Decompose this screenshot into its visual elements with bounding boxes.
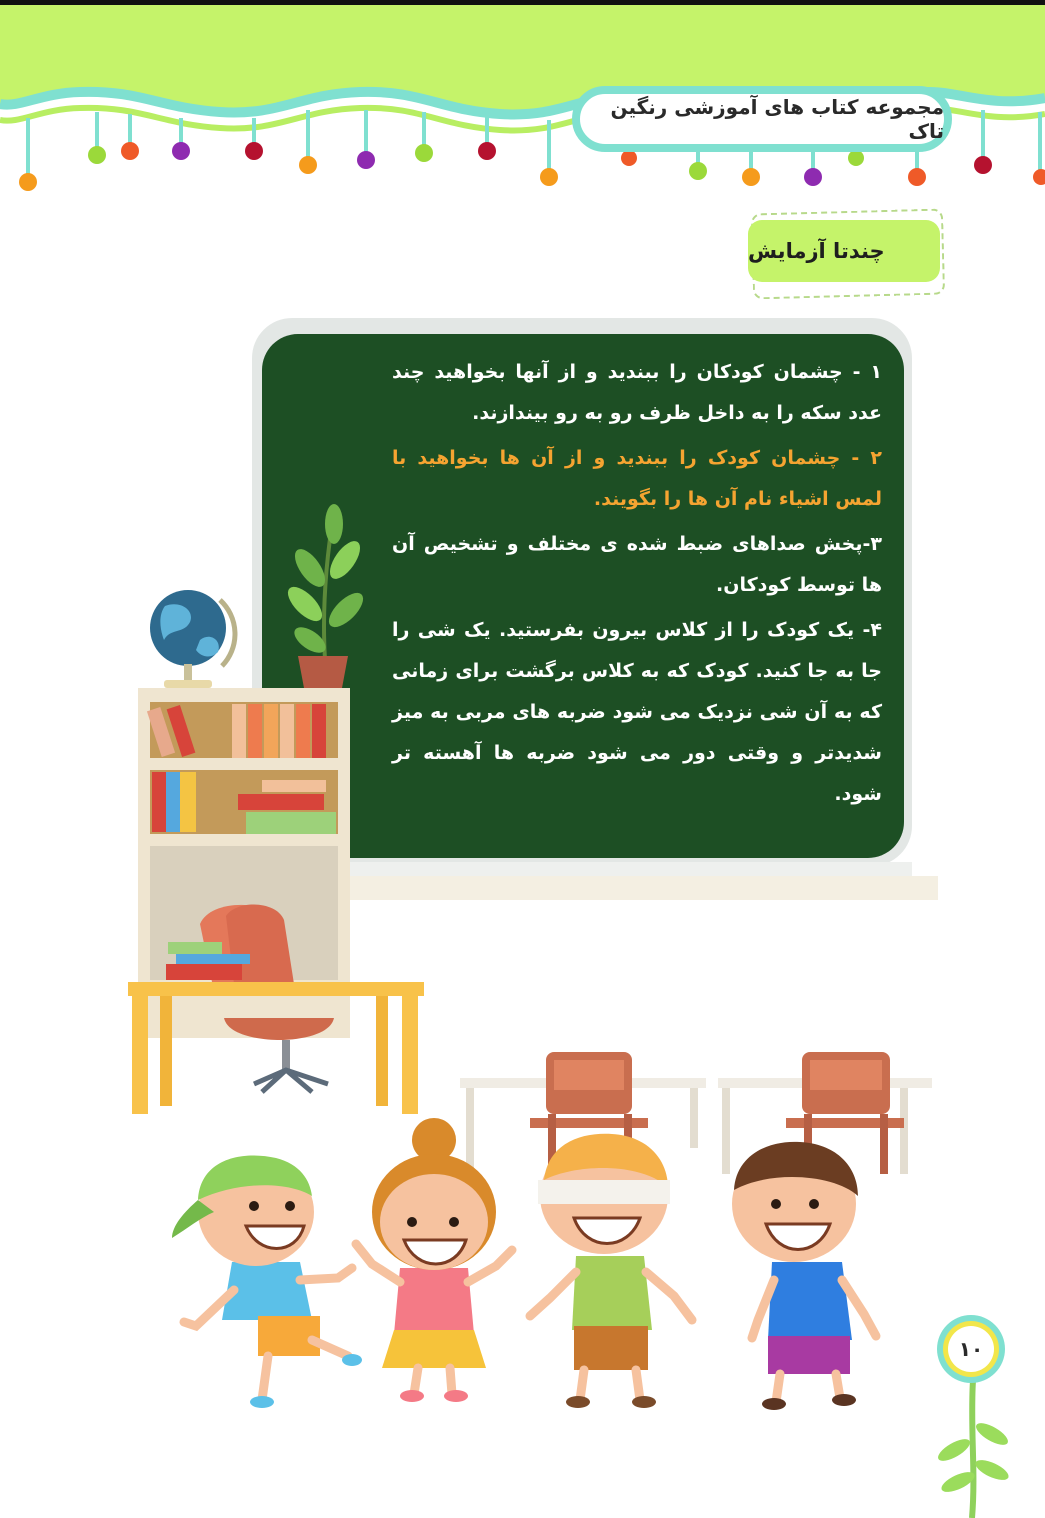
kid-cap-boy: [172, 1155, 362, 1408]
student-desks: [460, 1052, 932, 1174]
page-number-label: ۱۰: [958, 1337, 984, 1361]
series-title: مجموعه کتاب های آموزشی رنگین تاک: [610, 95, 944, 143]
chalkboard-text: [392, 352, 882, 819]
section-tag: [748, 220, 940, 282]
globe-icon: [150, 590, 235, 688]
board-item-4: ۴- یک کودک را از کلاس بیرون بفرستید. یک شی را جا به جا کنید. کودک که به کلاس برگشت برای زمانی که به آن شی نزدیک می شود ضربه های مربی به میز شدیدتر و وقتی دور می شود ضربه ها آهسته تر شود.: [392, 619, 882, 805]
kid-blindfolded-boy: [530, 1134, 692, 1408]
board-item-2: ۲ - چشمان کودک را ببندید و از آن ها بخواهید با لمس اشیاء نام آن ها را بگویند.: [392, 447, 882, 510]
page-number: [943, 1321, 999, 1377]
kid-blue-shirt-boy: [732, 1142, 876, 1410]
series-title-badge: [572, 86, 952, 152]
board-item-3: ۳-پخش صداهای ضبط شده ی مختلف و تشخیص آن ها توسط کودکان.: [392, 533, 882, 596]
section-title: چندتا آزمایش: [748, 239, 885, 263]
kid-girl: [356, 1118, 512, 1402]
board-item-1: ۱ - چشمان کودکان را ببندید و از آنها بخواهید چند عدد سکه را به داخل ظرف رو به رو بیندازند.: [392, 361, 882, 424]
